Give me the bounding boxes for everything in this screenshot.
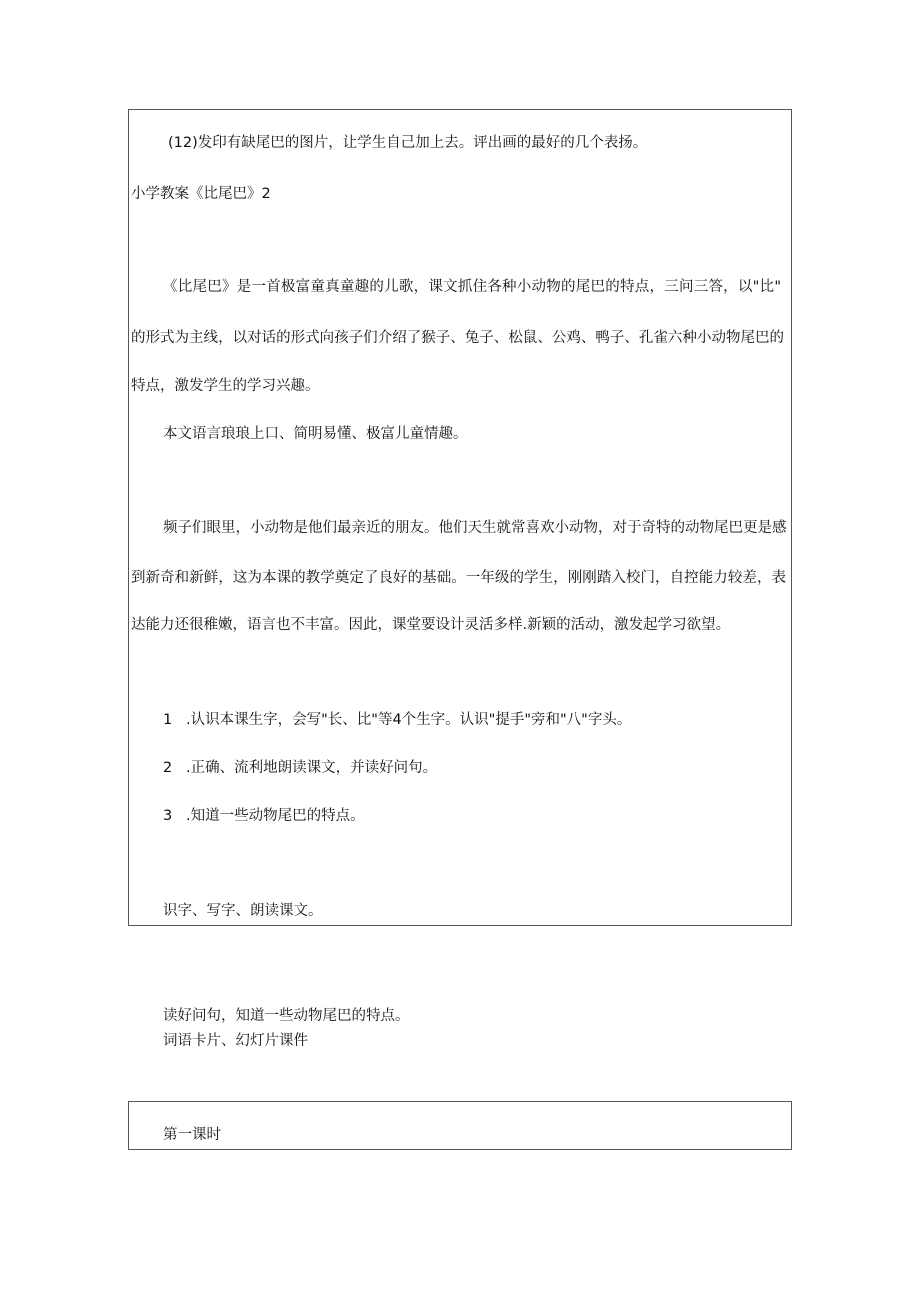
objective-3-number: 3: [163, 808, 173, 824]
difficulty-text: 读好问句，知道一些动物尾巴的特点。: [163, 1008, 410, 1024]
students-line-1: 频子们眼里，小动物是他们最亲近的朋友。他们天生就常喜欢小动物，对于奇特的动物尾巴更是感: [163, 520, 787, 536]
materials-text: 词语卡片、幻灯片课件: [163, 1033, 308, 1049]
intro-line-3: 特点，激发学生的学习兴趣。: [131, 378, 320, 394]
students-line-2: 到新奇和新鲜，这为本课的教学奠定了良好的基础。一年级的学生，刚刚踏入校门，自控能力较差，表: [131, 570, 786, 586]
language-feature-text: 本文语言琅琅上口、简明易懂、极富儿童情趣。: [163, 426, 468, 442]
first-lesson-label: 第一课时: [163, 1127, 221, 1143]
students-line-3: 达能力还很稚嫩，语言也不丰富。因此，课堂要设计灵活多样.新颖的活动，激发起学习欲望。: [131, 617, 731, 633]
objective-2-number: 2: [163, 760, 173, 776]
lesson-title: 小学教案《比尾巴》2: [131, 186, 271, 202]
objective-1-number: 1: [163, 712, 173, 728]
key-points-text: 识字、写字、朗读课文。: [163, 903, 323, 919]
intro-line-1: 《比尾巴》是一首极富童真童趣的儿歌，课文抓住各种小动物的尾巴的特点，三问三答，以"比": [163, 279, 781, 295]
first-lesson-box: [128, 1101, 792, 1150]
objective-2-text: .正确、流利地朗读课文，并读好问句。: [186, 760, 438, 776]
intro-line-2: 的形式为主线，以对话的形式向孩子们介绍了猴子、兔子、松鼠、公鸡、鸭子、孔雀六种小动物尾巴的: [131, 330, 784, 346]
activity-12-text: (12)发印有缺尾巴的图片，让学生自己加上去。评出画的最好的几个表扬。: [168, 135, 648, 151]
objective-1-text: .认识本课生字，会写"长、比"等4个生字。认识"提手"旁和"八"字头。: [186, 712, 632, 728]
objective-3-text: .知道一些动物尾巴的特点。: [186, 808, 365, 824]
